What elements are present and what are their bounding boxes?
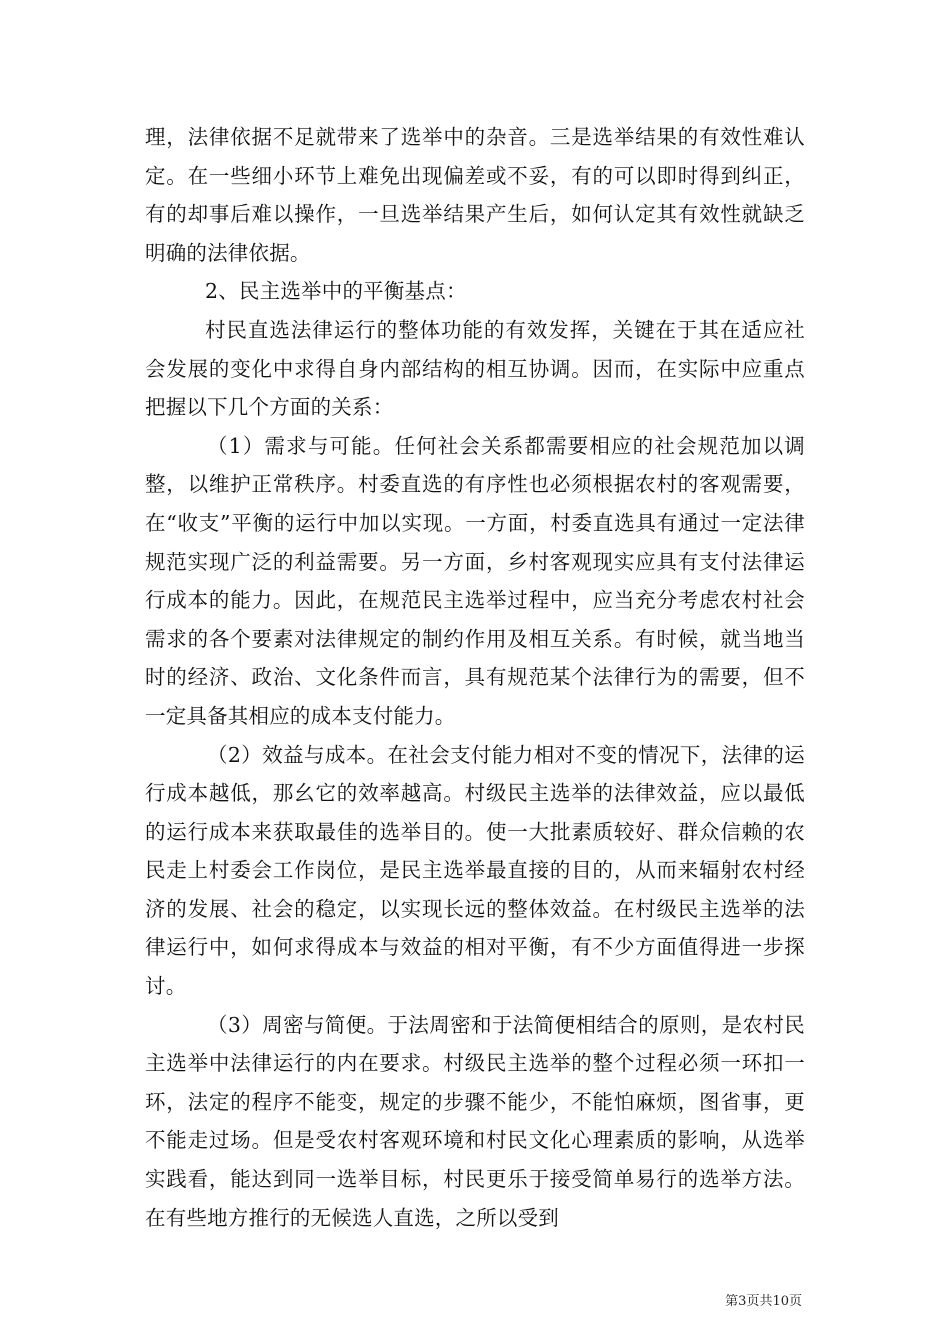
paragraph-benefit-and-cost: （2）效益与成本。在社会支付能力相对不变的情况下，法律的运行成本越低，那幺它的效率越高。村级民主选举的法律效益，应以最低的运行成本来获取最佳的选举目的。使一大批素质较好、群众信赖的农民走上村委会工作岗位，是民主选举最直接的目的，从而来辐射农村经济的发展、社会的稳定，以实现长远的整体效益。在村级民主选举的法律运行中，如何求得成本与效益的相对平衡，有不少方面值得进一步探讨。: [145, 742, 805, 999]
paragraph-thorough-and-simple: （3）周密与简便。于法周密和于法简便相结合的原则，是农村民主选举中法律运行的内在要求。村级民主选举的整个过程必须一环扣一环，法定的程序不能变，规定的步骤不能少，不能怕麻烦，图省事，更不能走过场。但是受农村客观环境和村民文化心理素质的影响，从选举实践看，能达到同一选举目标，村民更乐于接受简单易行的选举方法。在有些地方推行的无候选人直选，之所以受到: [145, 1012, 805, 1230]
page-number-footer: 第3页共10页: [725, 1294, 802, 1309]
paragraph-continuation: 理，法律依据不足就带来了选举中的杂音。三是选举结果的有效性难认定。在一些细小环节上难免出现偏差或不妥，有的可以即时得到纠正，有的却事后难以操作，一旦选举结果产生后，如何认定其有效性就缺乏明确的法律依据。: [145, 125, 805, 265]
section-heading-balance-points: 2、民主选举中的平衡基点：: [205, 279, 467, 304]
paragraph-demand-and-possibility: （1）需求与可能。任何社会关系都需要相应的社会规范加以调整，以维护正常秩序。村委直选的有序性也必须根据农村的客观需要，在“收支”平衡的运行中加以实现。一方面，村委直选具有通过一定法律规范实现广泛的利益需要。另一方面，乡村客观现实应具有支付法律运行成本的能力。因此，在规范民主选举过程中，应当充分考虑农村社会需求的各个要素对法律规定的制约作用及相互关系。有时候，就当地当时的经济、政治、文化条件而言，具有规范某个法律行为的需要，但不一定具备其相应的成本支付能力。: [145, 433, 805, 728]
document-body: [145, 118, 805, 1237]
paragraph-intro: 村民直选法律运行的整体功能的有效发挥，关键在于其在适应社会发展的变化中求得自身内部结构的相互协调。因而，在实际中应重点把握以下几个方面的关系：: [145, 317, 805, 420]
